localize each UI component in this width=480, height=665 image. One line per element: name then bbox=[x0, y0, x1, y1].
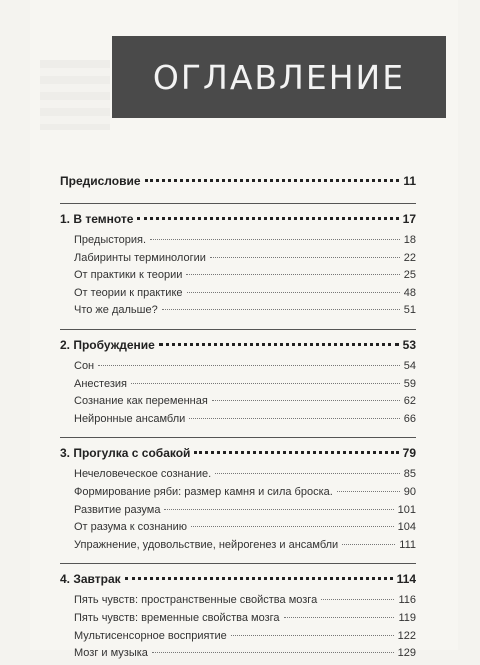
leader-dots bbox=[98, 365, 400, 366]
toc-item-page: 116 bbox=[398, 594, 416, 607]
toc-chapter-4 bbox=[60, 572, 416, 664]
chapter-page: 114 bbox=[396, 572, 416, 587]
leader-dots bbox=[159, 343, 399, 346]
leader-dots bbox=[162, 309, 400, 310]
toc-item-page: 101 bbox=[397, 503, 416, 516]
chapter-page: 17 bbox=[402, 212, 416, 226]
toc-item-title: Предыстория. bbox=[74, 234, 147, 246]
toc-item-page: 62 bbox=[403, 395, 416, 408]
leader-dots bbox=[187, 292, 400, 293]
chapter-title: 1. В темноте bbox=[60, 212, 134, 226]
leader-dots bbox=[215, 473, 400, 474]
toc-item-title: Формирование ряби: размер камня и сила броска. bbox=[74, 485, 333, 498]
toc-item-title: Сон bbox=[74, 359, 95, 372]
toc-item-title: Мозг и музыка bbox=[74, 647, 148, 660]
toc-item-page: 111 bbox=[399, 538, 416, 551]
toc-item bbox=[60, 504, 416, 522]
leader-dots bbox=[125, 577, 393, 580]
chapter-title: 3. Прогулка с собакой bbox=[60, 446, 191, 461]
toc-item-title: Нейронные ансамбли bbox=[74, 412, 186, 425]
toc-chapter-1 bbox=[60, 212, 416, 322]
leader-dots bbox=[189, 418, 399, 419]
leader-dots bbox=[145, 179, 400, 182]
toc-item-title: Что же дальше? bbox=[74, 304, 158, 317]
header-band bbox=[112, 36, 446, 118]
toc-preface bbox=[60, 174, 416, 196]
divider bbox=[60, 203, 416, 204]
leader-dots bbox=[210, 257, 400, 258]
toc-item bbox=[60, 304, 416, 322]
toc-item-page: 59 bbox=[403, 377, 416, 390]
chapter-row bbox=[60, 572, 416, 594]
toc-item-title: Нечеловеческое сознание. bbox=[74, 468, 212, 481]
toc-entry-page: 11 bbox=[403, 174, 416, 188]
leader-dots bbox=[212, 400, 400, 401]
toc-item-title: От практики к теории bbox=[74, 269, 183, 282]
chapter-title: 4. Завтрак bbox=[60, 572, 121, 587]
leader-dots bbox=[231, 635, 394, 636]
toc-item bbox=[60, 486, 416, 504]
toc-item-title: Пять чувств: пространственные свойства мозга bbox=[74, 594, 318, 607]
chapter-row bbox=[60, 212, 416, 234]
leader-dots bbox=[164, 509, 393, 510]
chapter-page: 79 bbox=[402, 446, 416, 461]
toc-item bbox=[60, 360, 416, 378]
table-of-contents bbox=[60, 170, 416, 665]
toc-item-page: 122 bbox=[397, 629, 416, 642]
leader-dots bbox=[191, 526, 394, 527]
toc-item-page: 18 bbox=[403, 234, 416, 246]
divider bbox=[60, 563, 416, 564]
toc-item bbox=[60, 468, 416, 486]
toc-item-page: 129 bbox=[397, 647, 416, 660]
page-title: ОГЛАВЛЕНИЕ bbox=[152, 57, 406, 97]
toc-item bbox=[60, 252, 416, 270]
toc-item bbox=[60, 395, 416, 413]
toc-item-title: Упражнение, удовольствие, нейрогенез и ансамбли bbox=[74, 538, 339, 551]
chapter-row bbox=[60, 338, 416, 360]
chapter-page: 53 bbox=[402, 337, 416, 352]
leader-dots bbox=[321, 599, 394, 600]
toc-item bbox=[60, 630, 416, 648]
leader-dots bbox=[342, 544, 395, 545]
toc-item bbox=[60, 521, 416, 539]
toc-item-page: 25 bbox=[403, 269, 416, 282]
toc-item-title: Развитие разума bbox=[74, 503, 161, 516]
toc-item bbox=[60, 539, 416, 557]
leader-dots bbox=[337, 491, 400, 492]
toc-item-page: 22 bbox=[403, 251, 416, 264]
toc-item bbox=[60, 378, 416, 396]
chapter-title: 2. Пробуждение bbox=[60, 337, 155, 352]
leader-dots bbox=[284, 617, 395, 618]
bleed-through-text bbox=[40, 60, 110, 130]
toc-item bbox=[60, 612, 416, 630]
toc-item-page: 85 bbox=[403, 468, 416, 481]
leader-dots bbox=[150, 239, 400, 240]
divider bbox=[60, 329, 416, 330]
toc-item-title: От разума к сознанию bbox=[74, 521, 187, 534]
toc-item-page: 48 bbox=[403, 286, 416, 299]
toc-item bbox=[60, 594, 416, 612]
toc-item-title: Анестезия bbox=[74, 377, 127, 390]
divider bbox=[60, 437, 416, 438]
leader-dots bbox=[137, 217, 398, 220]
toc-item-title: Пять чувств: временные свойства мозга bbox=[74, 611, 280, 624]
leader-dots bbox=[186, 274, 399, 275]
toc-item-title: Сознание как переменная bbox=[74, 395, 208, 408]
toc-item-title: От теории к практике bbox=[74, 286, 183, 299]
toc-item-title: Мультисенсорное восприятие bbox=[74, 629, 227, 642]
toc-item-page: 54 bbox=[403, 359, 416, 372]
toc-item bbox=[60, 413, 416, 431]
toc-item-page: 119 bbox=[398, 611, 416, 624]
toc-item bbox=[60, 269, 416, 287]
toc-item-page: 90 bbox=[403, 485, 416, 498]
toc-item-page: 104 bbox=[397, 521, 416, 534]
toc-item-page: 51 bbox=[403, 304, 416, 317]
leader-dots bbox=[194, 451, 398, 454]
leader-dots bbox=[152, 652, 394, 653]
toc-chapter-2 bbox=[60, 338, 416, 430]
toc-item bbox=[60, 287, 416, 305]
chapter-row bbox=[60, 446, 416, 468]
toc-item-title: Лабиринты терминологии bbox=[74, 251, 206, 264]
toc-item bbox=[60, 234, 416, 252]
toc-chapter-3 bbox=[60, 446, 416, 556]
toc-entry-title: Предисловие bbox=[60, 174, 141, 188]
toc-item-page: 66 bbox=[403, 412, 416, 425]
leader-dots bbox=[131, 383, 400, 384]
